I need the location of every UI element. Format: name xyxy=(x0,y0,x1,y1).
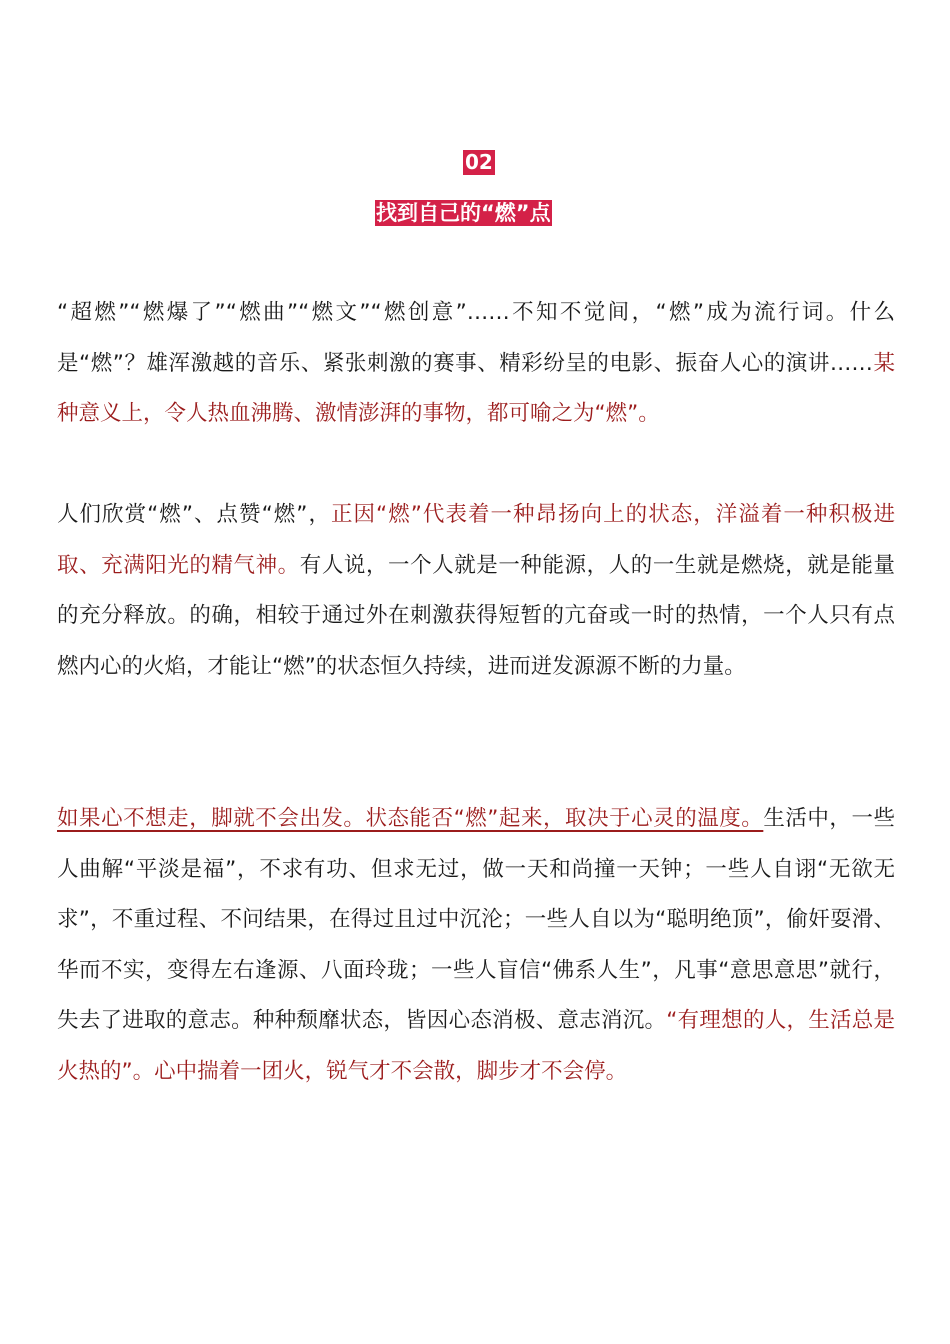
section-number: 02 xyxy=(465,150,493,174)
underlined-highlight-segment: 如果心不想走，脚就不会出发。状态能否“燃”起来，取决于心灵的温度。 xyxy=(57,806,764,831)
highlight-segment: “有理想的人，生活总是火热的”。心中揣着一团火，锐气才不会散，脚步才不会停。 xyxy=(57,1008,895,1084)
text-segment: 生活中，一些人曲解“平淡是福”，不求有功、但求无过，做一天和尚撞一天钟；一些人自诩“无欲无求”，不重过程、不问结果，在得过且过中沉沦；一些人自以为“聪明绝顶”，偷奸耍滑、华而不实，变得左右逢源、八面玲珑；一些人盲信“佛系人生”，凡事“意思意思”就行，失去了进取的意志。种种颓靡状态，皆因心态消极、意志消沉。 xyxy=(57,806,895,1034)
highlight-segment: 正因“燃”代表着一种昂扬向上的状态，洋溢着一种积极进取、充满阳光的精气神。 xyxy=(57,502,896,578)
highlight-segment: 某种意义上，令人热血沸腾、激情澎湃的事物，都可喻之为“燃”。 xyxy=(57,350,895,427)
paragraph-3 xyxy=(57,794,895,1098)
text-segment: 人们欣赏“燃”、点赞“燃”， xyxy=(57,502,331,527)
paragraph-2 xyxy=(57,490,895,692)
section-title: 找到自己的“燃”点 xyxy=(376,201,551,225)
text-segment: 有人说，一个人就是一种能源，人的一生就是燃烧，就是能量的充分释放。的确，相较于通过外在刺激获得短暂的亢奋或一时的热情，一个人只有点燃内心的火焰，才能让“燃”的状态恒久持续，进而迸发源源不断的力量。 xyxy=(57,552,895,679)
text-segment: “超燃”“燃爆了”“燃曲”“燃文”“燃创意”……不知不觉间，“燃”成为流行词。什么是“燃”？雄浑激越的音乐、紧张刺激的赛事、精彩纷呈的电影、振奋人心的演讲…… xyxy=(57,300,895,376)
paragraph-1 xyxy=(57,288,895,440)
